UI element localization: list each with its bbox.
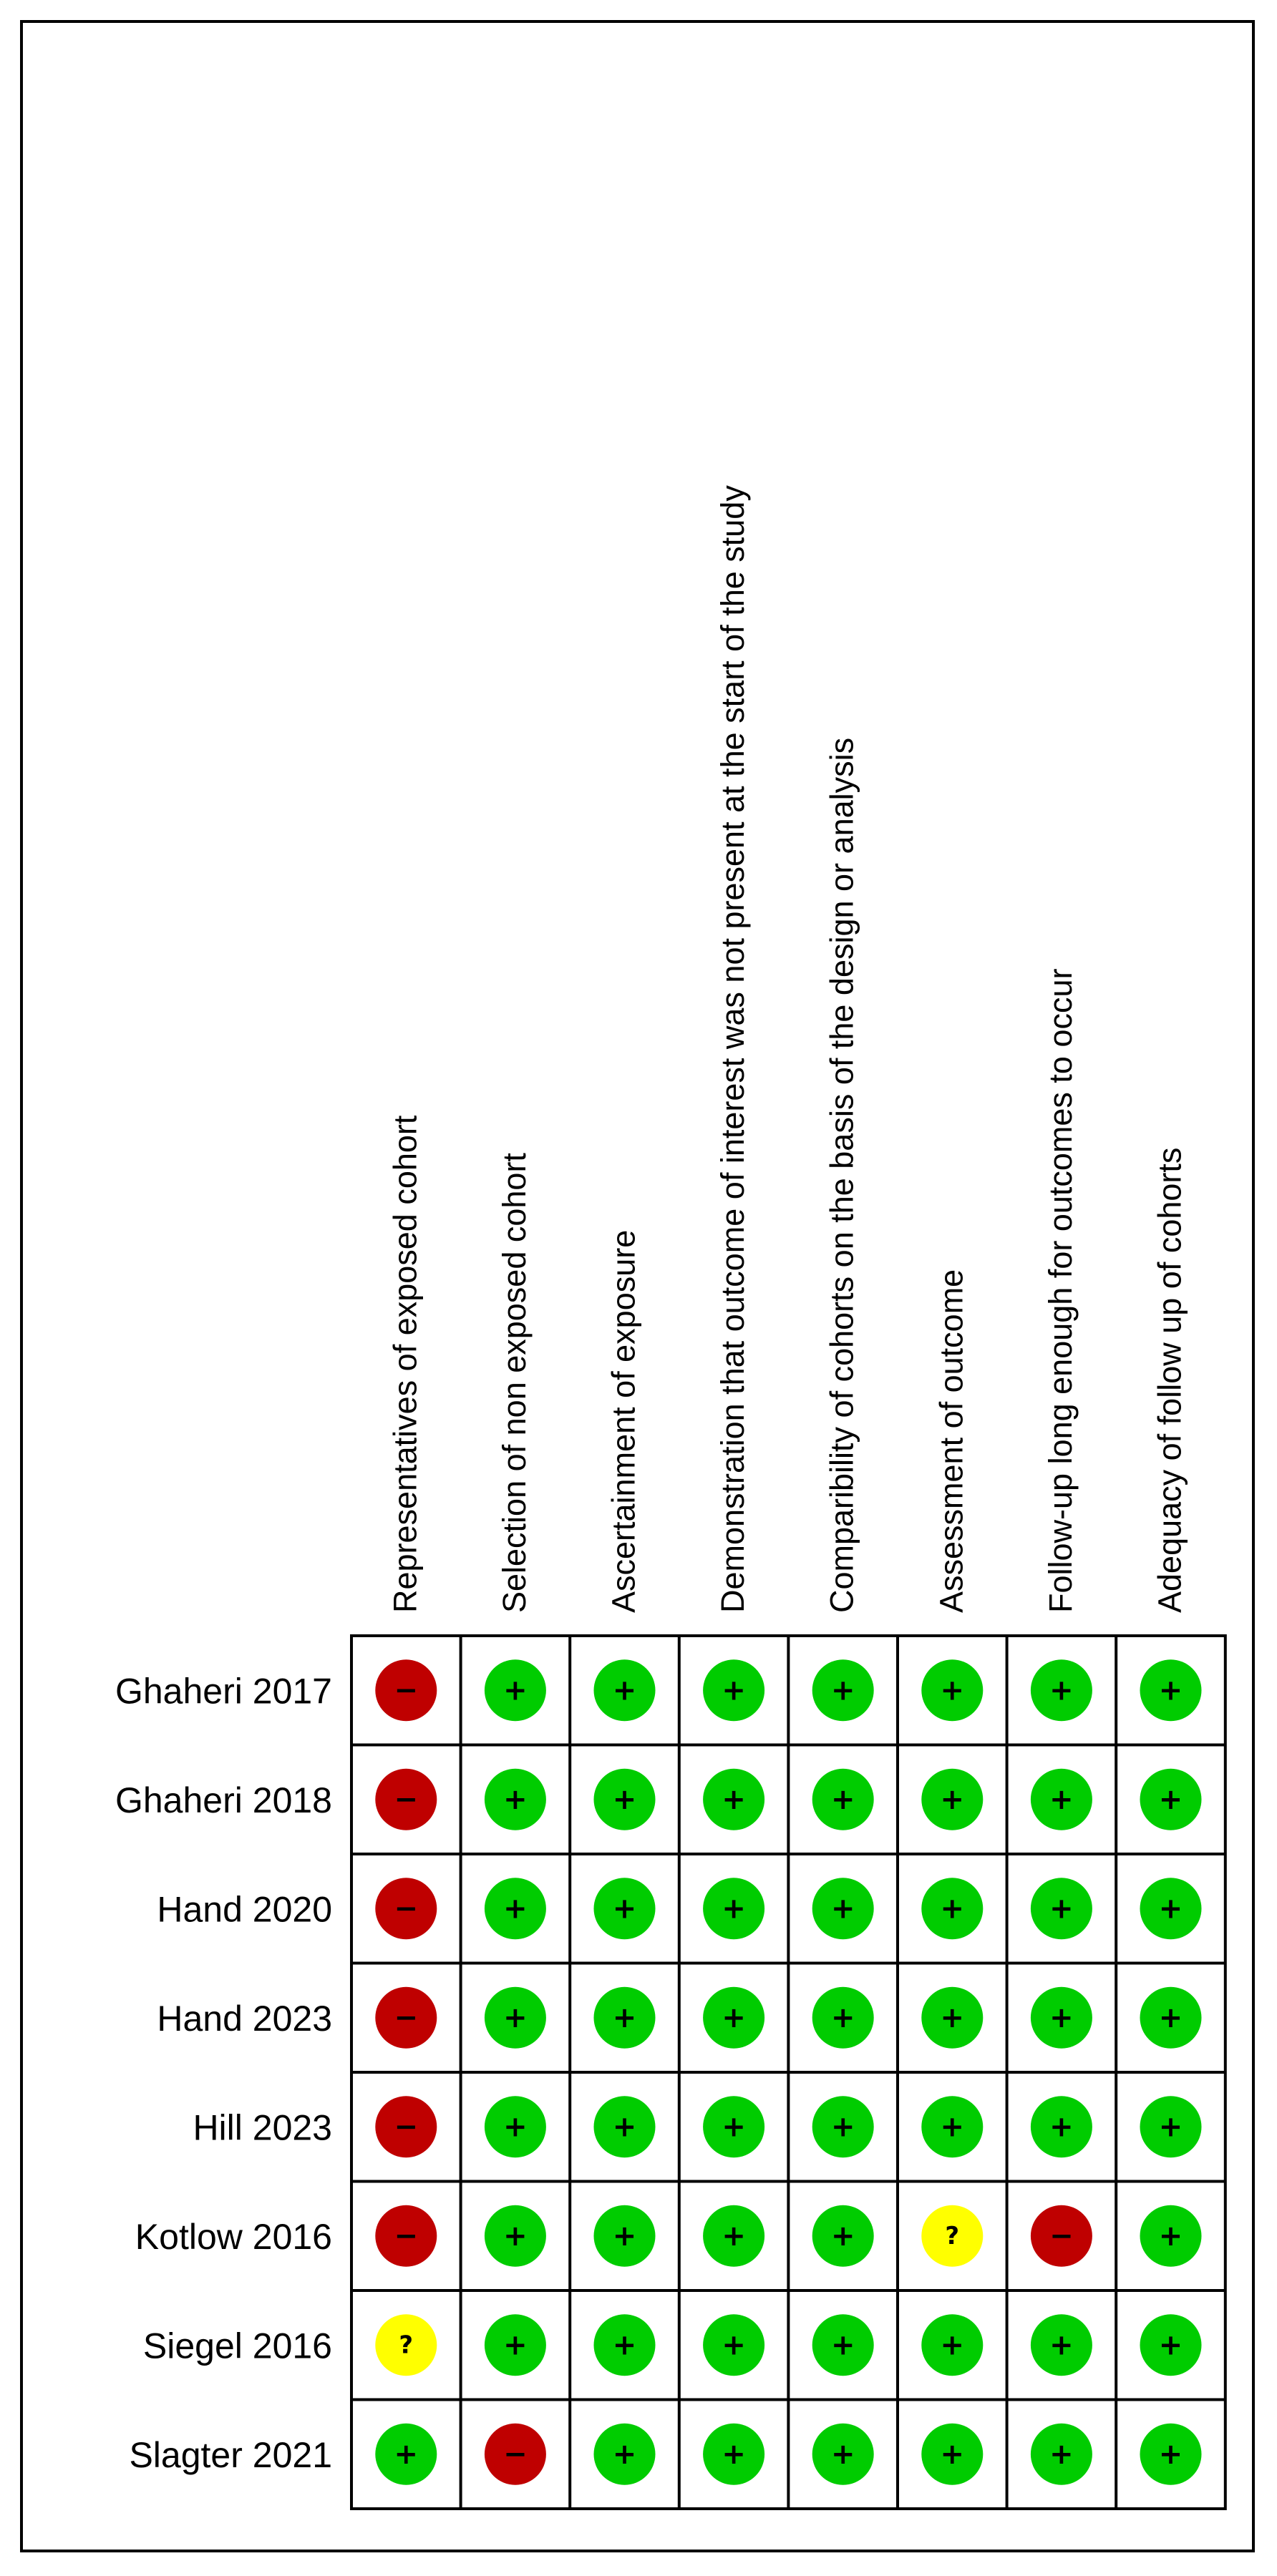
judgement-symbol: +	[722, 2110, 746, 2144]
judgement-low	[594, 1659, 656, 1721]
judgement-low	[921, 2314, 983, 2376]
judgement-low	[703, 2314, 764, 2376]
judgement-low	[703, 2205, 764, 2267]
judgement-low	[1140, 1878, 1202, 1939]
judgement-symbol: +	[1158, 2328, 1183, 2362]
judgement-low	[703, 1878, 764, 1939]
judgement-low	[1031, 1769, 1092, 1830]
judgement-low	[594, 2314, 656, 2376]
judgement-symbol: +	[503, 2219, 528, 2253]
judgement-symbol: +	[1158, 1892, 1183, 1926]
domain-header-8: Adequacy of follow up of cohorts	[1151, 1147, 1188, 1613]
judgement-low	[703, 1659, 764, 1721]
judgement-low	[485, 1878, 546, 1939]
study-label: Hill 2023	[193, 2107, 332, 2148]
study-label: Ghaheri 2018	[115, 1780, 332, 1820]
judgement-low	[485, 2096, 546, 2157]
judgement-high	[375, 1987, 437, 2049]
judgement-low	[594, 1878, 656, 1939]
judgement-low	[1031, 1878, 1092, 1939]
judgement-symbol: +	[1158, 2219, 1183, 2253]
study-label: Kotlow 2016	[135, 2216, 332, 2257]
judgement-symbol: −	[394, 1892, 419, 1926]
study-labels	[115, 1671, 332, 2475]
judgement-low	[812, 1659, 874, 1721]
judgement-high	[375, 1659, 437, 1721]
judgement-low	[594, 2205, 656, 2267]
judgement-low	[812, 2205, 874, 2267]
judgement-symbol: +	[830, 2437, 855, 2471]
judgement-symbol: +	[830, 1674, 855, 1707]
judgement-symbol: +	[830, 2110, 855, 2144]
judgement-symbol: +	[1158, 2001, 1183, 2034]
judgement-symbol: +	[940, 2437, 965, 2471]
judgement-low	[921, 2096, 983, 2157]
judgement-high	[485, 2424, 546, 2485]
judgement-high	[375, 2096, 437, 2157]
judgement-symbol: +	[722, 2328, 746, 2362]
judgement-low	[812, 2424, 874, 2485]
judgement-low	[812, 1769, 874, 1830]
judgement-symbol: +	[722, 2437, 746, 2471]
judgement-low	[1140, 2314, 1202, 2376]
figure-frame	[20, 20, 1255, 2552]
judgement-low	[1031, 2314, 1092, 2376]
domain-header-4: Demonstration that outcome of interest was not present at the start of the study	[714, 485, 752, 1613]
judgement-low	[1140, 2096, 1202, 2157]
judgement-low	[1140, 1659, 1202, 1721]
judgement-symbol: +	[1158, 2437, 1183, 2471]
judgement-low	[1031, 1987, 1092, 2049]
judgement-low	[594, 2424, 656, 2485]
judgement-low	[485, 2205, 546, 2267]
judgement-symbol: +	[830, 1782, 855, 1816]
judgement-symbol: +	[830, 2001, 855, 2034]
domain-header-3: Ascertainment of exposure	[605, 1229, 642, 1613]
judgement-low	[812, 2314, 874, 2376]
judgement-symbol: +	[612, 2328, 637, 2362]
judgement-symbol: +	[503, 1782, 528, 1816]
judgement-low	[1031, 2096, 1092, 2157]
judgement-symbol: +	[1049, 2001, 1074, 2034]
judgement-symbol: +	[503, 1674, 528, 1707]
domain-header-2: Selection of non exposed cohort	[495, 1153, 533, 1613]
study-label: Ghaheri 2017	[115, 1671, 332, 1712]
judgement-symbol: +	[612, 2219, 637, 2253]
judgement-low	[1031, 2424, 1092, 2485]
judgement-symbol: ?	[945, 2221, 960, 2250]
judgement-low	[1140, 1987, 1202, 2049]
risk-of-bias-chart	[23, 23, 1258, 2555]
judgement-low	[1140, 2424, 1202, 2485]
judgement-symbol: +	[1158, 1674, 1183, 1707]
judgement-low	[594, 1987, 656, 2049]
judgement-low	[594, 2096, 656, 2157]
judgement-symbol: +	[830, 2328, 855, 2362]
judgement-symbol: +	[722, 1892, 746, 1926]
judgement-symbol: +	[1049, 1782, 1074, 1816]
judgement-low	[375, 2424, 437, 2485]
study-label: Hand 2023	[157, 1998, 332, 2039]
judgement-symbol: −	[503, 2437, 528, 2471]
judgement-low	[703, 1769, 764, 1830]
judgement-symbol: −	[394, 1674, 419, 1707]
judgement-symbol: −	[394, 2219, 419, 2253]
study-label: Slagter 2021	[129, 2434, 332, 2475]
judgement-symbol: +	[612, 1674, 637, 1707]
judgement-unclear	[375, 2314, 437, 2376]
study-label: Siegel 2016	[142, 2326, 332, 2366]
judgement-symbol: +	[1158, 2110, 1183, 2144]
judgement-low	[703, 1987, 764, 2049]
judgement-symbol: +	[612, 2110, 637, 2144]
judgement-low	[485, 1987, 546, 2049]
judgement-low	[485, 1769, 546, 1830]
judgement-high	[375, 1878, 437, 1939]
judgement-symbol: +	[612, 1892, 637, 1926]
judgement-low	[485, 2314, 546, 2376]
judgement-symbol: +	[394, 2437, 419, 2471]
judgement-symbol: +	[612, 1782, 637, 1816]
judgement-symbol: +	[940, 1892, 965, 1926]
judgement-symbol: −	[1049, 2219, 1074, 2253]
judgement-symbol: −	[394, 2001, 419, 2034]
judgement-symbol: +	[722, 2001, 746, 2034]
judgement-symbol: +	[503, 1892, 528, 1926]
judgement-low	[921, 1769, 983, 1830]
judgement-high	[1031, 2205, 1092, 2267]
judgement-high	[375, 1769, 437, 1830]
judgement-symbol: +	[940, 2110, 965, 2144]
judgement-symbol: +	[503, 2328, 528, 2362]
judgement-symbol: +	[503, 2001, 528, 2034]
judgement-symbol: +	[612, 2001, 637, 2034]
judgement-low	[812, 2096, 874, 2157]
judgement-symbol: +	[830, 2219, 855, 2253]
domain-header-5: Comparibility of cohorts on the basis of the design or analysis	[823, 737, 860, 1613]
judgement-low	[1140, 2205, 1202, 2267]
judgement-symbol: +	[940, 1674, 965, 1707]
judgement-high	[375, 2205, 437, 2267]
judgement-symbol: +	[1158, 1782, 1183, 1816]
judgement-symbol: +	[940, 2328, 965, 2362]
judgement-low	[1140, 1769, 1202, 1830]
judgement-unclear	[921, 2205, 983, 2267]
judgement-low	[703, 2424, 764, 2485]
domain-header-6: Assessment of outcome	[933, 1269, 970, 1613]
judgement-low	[703, 2096, 764, 2157]
judgement-symbol: +	[612, 2437, 637, 2471]
judgement-symbol: +	[722, 1782, 746, 1816]
judgement-symbol: +	[830, 1892, 855, 1926]
judgement-symbol: −	[394, 2110, 419, 2144]
judgement-symbol: +	[1049, 1674, 1074, 1707]
judgement-symbol: +	[940, 2001, 965, 2034]
judgement-low	[921, 1987, 983, 2049]
judgement-low	[594, 1769, 656, 1830]
judgement-low	[1031, 1659, 1092, 1721]
judgement-symbol: +	[1049, 2328, 1074, 2362]
judgement-symbol: +	[1049, 2437, 1074, 2471]
judgement-symbol: −	[394, 1782, 419, 1816]
judgement-symbol: +	[722, 1674, 746, 1707]
judgement-low	[921, 1659, 983, 1721]
judgement-symbol: +	[1049, 2110, 1074, 2144]
judgement-symbol: +	[940, 1782, 965, 1816]
domain-headers	[387, 485, 1188, 1613]
judgement-low	[812, 1987, 874, 2049]
judgement-low	[812, 1878, 874, 1939]
judgement-low	[921, 2424, 983, 2485]
judgement-low	[485, 1659, 546, 1721]
judgement-symbol: +	[722, 2219, 746, 2253]
judgement-symbol: +	[1049, 1892, 1074, 1926]
judgement-grid	[351, 1636, 1225, 2509]
domain-header-7: Follow-up long enough for outcomes to occur	[1041, 968, 1079, 1613]
judgement-symbol: ?	[399, 2331, 414, 2360]
study-label: Hand 2020	[157, 1889, 332, 1930]
domain-header-1: Representatives of exposed cohort	[387, 1115, 424, 1613]
judgement-symbol: +	[503, 2110, 528, 2144]
judgement-low	[921, 1878, 983, 1939]
